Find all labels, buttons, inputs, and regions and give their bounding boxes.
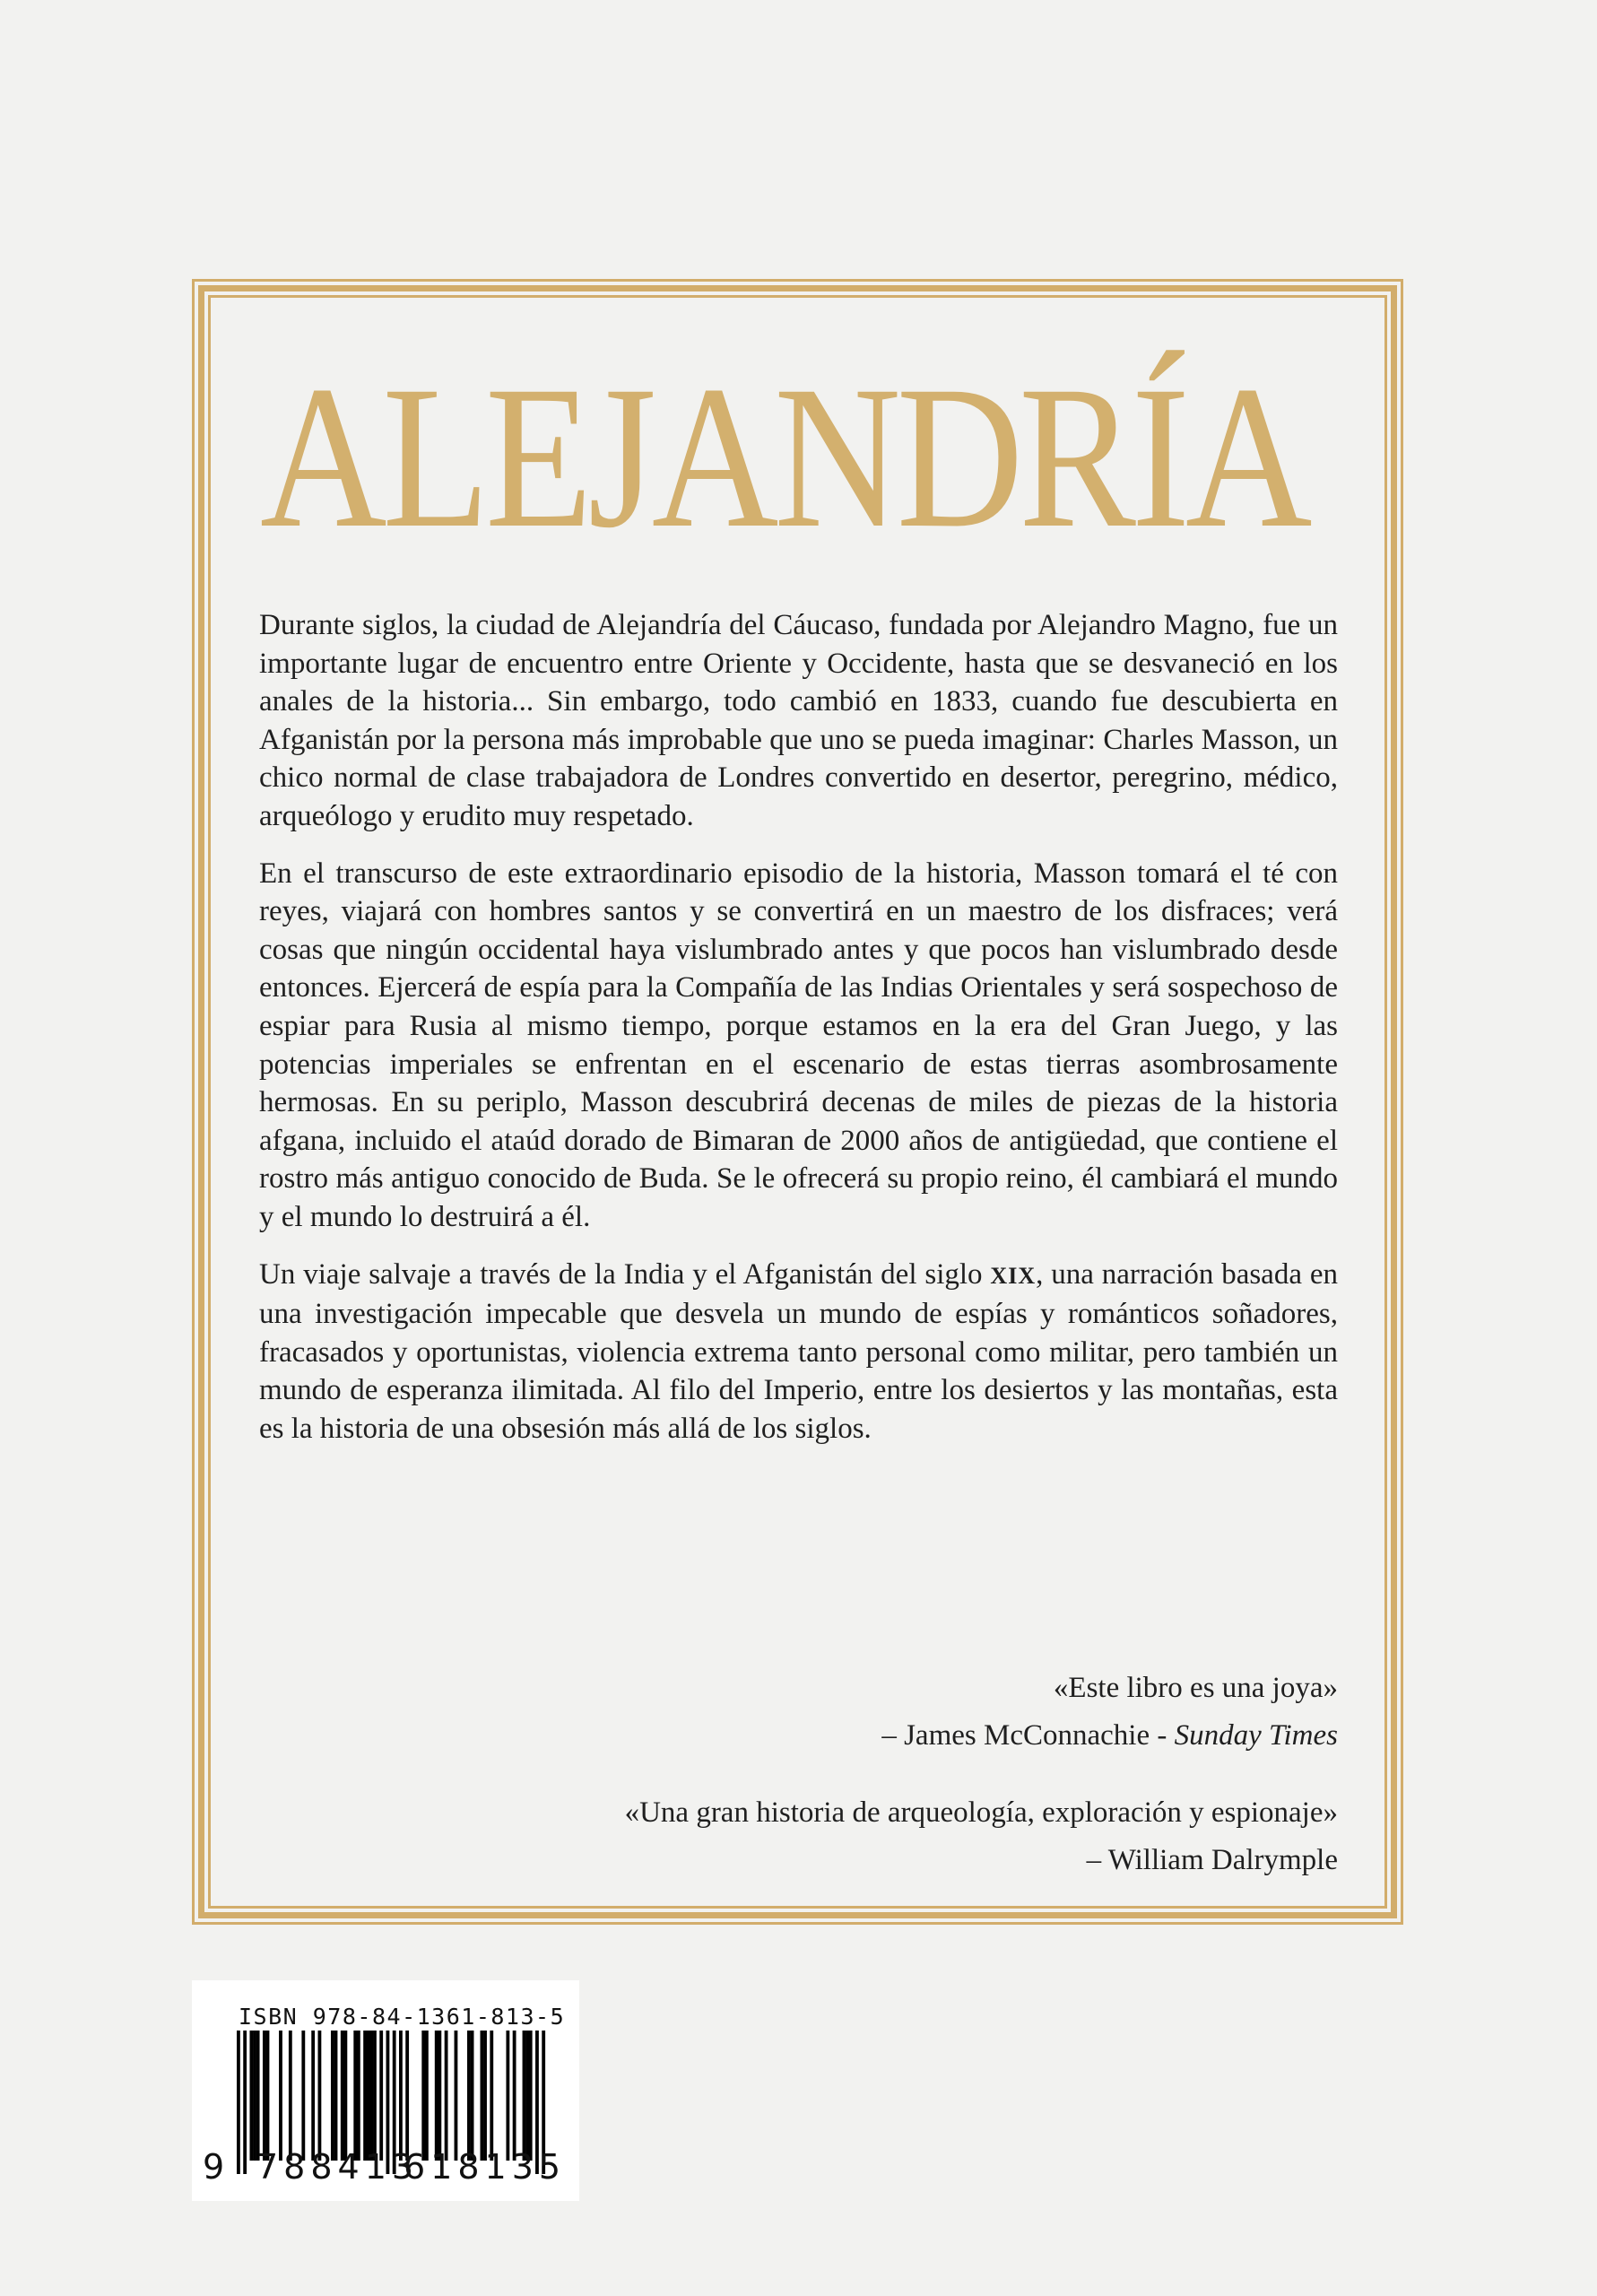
quote-author xyxy=(259,1712,1338,1760)
barcode-bar xyxy=(425,2031,429,2161)
barcode-bar xyxy=(311,2031,315,2161)
barcode-bar xyxy=(405,2031,409,2161)
barcode-bar xyxy=(513,2031,516,2161)
isbn-label: ISBN 978-84-1361-813-5 xyxy=(239,2004,566,2030)
barcode-right-digits: 618135 xyxy=(404,2147,567,2187)
barcode-bar xyxy=(341,2031,344,2161)
barcode-bar xyxy=(438,2031,441,2161)
barcode-bar xyxy=(421,2031,425,2161)
barcode-left-digits: 788413 xyxy=(256,2147,420,2187)
barcode-bar xyxy=(369,2031,373,2161)
barcode-bar xyxy=(506,2031,509,2161)
barcode-bar xyxy=(471,2031,474,2161)
barcode-bar xyxy=(289,2031,292,2161)
author-name: – James McConnachie - xyxy=(881,1719,1175,1752)
barcode-bar xyxy=(367,2031,370,2161)
barcode-bar xyxy=(529,2031,533,2161)
blurb-quote xyxy=(259,1789,1338,1884)
barcode-bar xyxy=(481,2031,484,2161)
barcode-bar xyxy=(483,2031,487,2161)
barcode-bar xyxy=(467,2031,471,2161)
barcode-bar xyxy=(399,2031,403,2161)
barcode-bar xyxy=(263,2031,266,2161)
barcode-bar xyxy=(373,2031,377,2161)
isbn-barcode xyxy=(192,1980,579,2201)
book-title: ALEJANDRÍA xyxy=(260,344,1308,570)
publication-name: Sunday Times xyxy=(1174,1719,1338,1752)
paragraph-text: , una narración basada en una investigación impecable que desvela un mundo de espías y románticos soñadores, fracasados y oportunistas, violencia extrema tanto personal como militar, pero también un mundo de esperanza ilimitada. Al filo del Imperio, entre los desiertos y las montañas, esta es la historia de una obsesión más allá de los siglos. xyxy=(259,1257,1338,1445)
quote-text: «Una gran historia de arqueología, exploración y espionaje» xyxy=(624,1796,1338,1829)
barcode-bar xyxy=(331,2031,334,2161)
barcode-bar xyxy=(363,2031,367,2161)
barcode-bar xyxy=(343,2031,347,2161)
barcode-bar xyxy=(525,2031,529,2161)
paragraph-text: Un viaje salvaje a través de la India y el Afganistán del siglo xyxy=(259,1257,991,1291)
barcode-bar xyxy=(523,2031,526,2161)
quote-text: «Este libro es una joya» xyxy=(1053,1672,1338,1704)
barcode-bar xyxy=(301,2031,305,2161)
barcode-bar xyxy=(353,2031,357,2161)
synopsis xyxy=(259,606,1338,1466)
blurb-quote xyxy=(259,1665,1338,1760)
synopsis-paragraph: Durante siglos, la ciudad de Alejandría del Cáucaso, fundada por Alejandro Magno, fue un importante lugar de encuentro entre Oriente y Occidente, hasta que se desvaneció en los anales de la historia... Sin embargo, todo cambió en 1833, cuando fue descubierta en Afganistán por la persona más improbable que uno se pueda imaginar: Charles Masson, un chico normal de clase trabajadora de Londres convertido en desertor, peregrino, médico, arqueólogo y erudito muy respetado. xyxy=(259,609,1338,832)
barcode-bar xyxy=(445,2031,448,2161)
barcode-bar xyxy=(490,2031,493,2161)
barcode-bar xyxy=(357,2031,360,2161)
barcode-bar xyxy=(379,2031,383,2161)
barcode-bar xyxy=(455,2031,458,2161)
barcode-bar xyxy=(279,2031,282,2161)
barcode-bar xyxy=(266,2031,270,2161)
barcode-bar xyxy=(237,2031,240,2174)
barcode-bar xyxy=(318,2031,322,2161)
quote-author: – William Dalrymple xyxy=(1086,1844,1338,1876)
synopsis-paragraph: En el transcurso de este extraordinario episodio de la historia, Masson tomará el té con reyes, viajará con hombres santos y se convertirá en un maestro de los disfraces; verá cosas que ningún occidental haya vislumbrado antes y que pocos han vislumbrado desde entonces. Ejercerá de espía para la Compañía de las Indias Orientales y será sospechoso de espiar para Rusia al mismo tiempo, porque estamos en la era del Gran Juego, y las potencias imperiales se enfrentan en el escenario de estas tierras asombrosamente hermosas. En su periplo, Masson descubrirá decenas de miles de piezas de la historia afgana, incluido el ataúd dorado de Bimaran de 2000 años de antigüedad, que contiene el rostro más antiguo conocido de Buda. Se le ofrecerá su propio reino, él cambiará el mundo y el mundo lo destruirá a él. xyxy=(259,857,1338,1233)
barcode-bar xyxy=(253,2031,256,2161)
barcode-bar xyxy=(249,2031,253,2161)
barcode-bar xyxy=(256,2031,260,2161)
century-numeral: XIX xyxy=(990,1262,1037,1289)
synopsis-paragraph xyxy=(259,1256,1338,1448)
barcode-first-digit: 9 xyxy=(203,2147,230,2187)
barcode-bar xyxy=(334,2031,338,2161)
barcode-bar xyxy=(243,2031,247,2174)
barcode-bar xyxy=(435,2031,438,2161)
